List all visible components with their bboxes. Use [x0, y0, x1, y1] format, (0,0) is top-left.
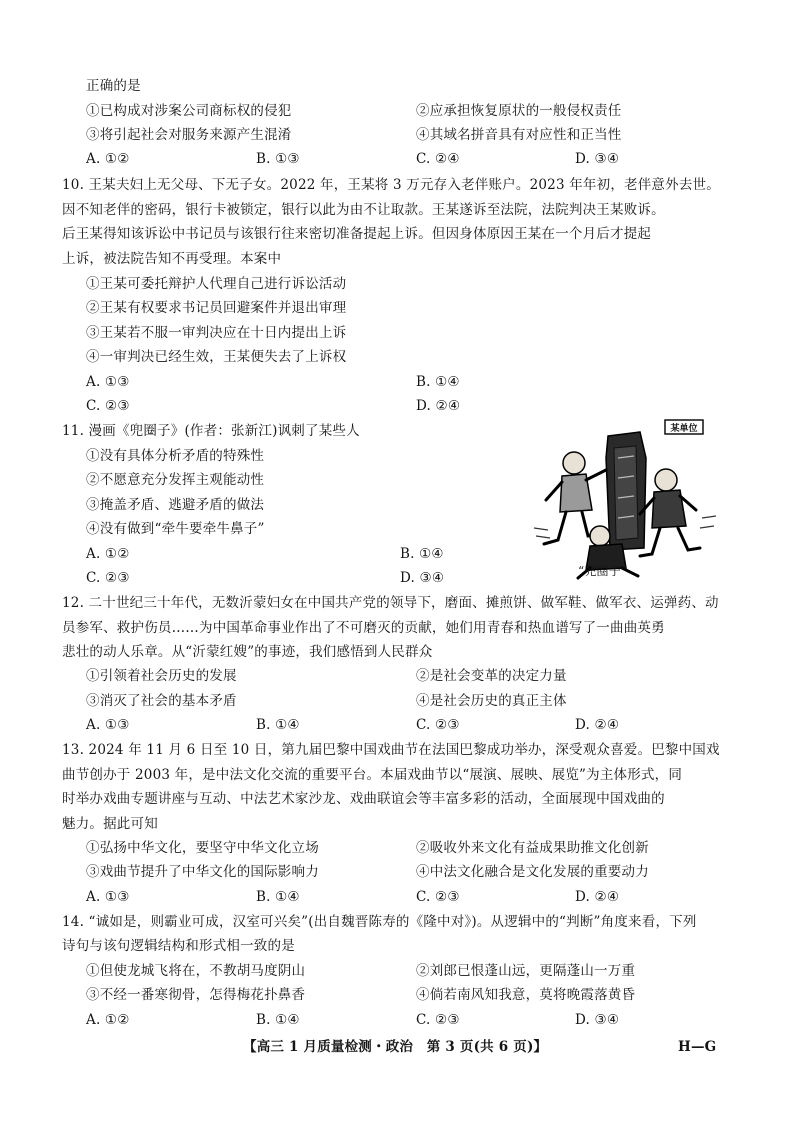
q13-choice-c: C. ②③	[416, 889, 460, 905]
q9-choice-d: D. ③④	[575, 151, 620, 167]
q11-choice-a: A. ①②	[86, 546, 130, 562]
q10-choice-c: C. ②③	[86, 398, 130, 414]
q12-option-4: ④是社会历史的真正主体	[416, 693, 567, 709]
q11-option-3: ③掩盖矛盾、逃避矛盾的做法	[86, 497, 265, 513]
q11-choice-b: B. ①④	[400, 546, 444, 562]
q13-option-3: ③戏曲节提升了中华文化的国际影响力	[86, 864, 319, 880]
q10-option-1: ①王某可委托辩护人代理自己进行诉讼活动	[86, 276, 347, 292]
q13-choice-a: A. ①③	[86, 889, 130, 905]
q12-stem-line-1: 12. 二十世纪三十年代，无数沂蒙妇女在中国共产党的领导下，磨面、摊煎饼、做军鞋、做军衣、运弹药、动	[62, 595, 719, 611]
q10-choice-a: A. ①③	[86, 374, 130, 390]
q14-option-1: ①但使龙城飞将在，不教胡马度阴山	[86, 963, 306, 979]
q10-choice-b: B. ①④	[416, 374, 460, 390]
comic-man-bottom-head	[590, 526, 610, 546]
q10-stem-line-3: 后王某得知该诉讼中书记员与该银行往来密切准备提起上诉。但因身体原因王某在一个月后才提起	[62, 226, 652, 242]
q14-stem-line-2: 诗句与该句逻辑结构和形式相一致的是	[62, 938, 295, 954]
q12-stem-line-3: 悲壮的动人乐章。从“沂蒙红嫂”的事迹，我们感悟到人民群众	[62, 644, 433, 660]
q10-stem-line-2: 因不知老伴的密码，银行卡被锁定，银行以此为由不让取款。王某遂诉至法院，法院判决王某败诉。	[62, 202, 665, 218]
q13-stem-line-4: 魅力。据此可知	[62, 816, 158, 832]
comic-man-left-head	[563, 452, 585, 474]
q12-choice-c: C. ②③	[416, 717, 460, 733]
q10-choice-d: D. ②④	[416, 398, 461, 414]
q10-stem-line-4: 上诉，被法院告知不再受理。本案中	[62, 251, 282, 267]
q14-option-4: ④倘若南风知我意，莫将晚霞落黄昏	[416, 987, 636, 1003]
q13-stem-line-3: 时举办戏曲专题讲座与互动、中法艺术家沙龙、戏曲联谊会等丰富多彩的活动，全面展现中国戏曲的	[62, 791, 665, 807]
q11-option-1: ①没有具体分析矛盾的特殊性	[86, 448, 265, 464]
q11-option-4: ④没有做到“牵牛要牵牛鼻子”	[86, 521, 265, 537]
comic-man-right-head	[655, 469, 677, 491]
q9-choice-c: C. ②④	[416, 151, 460, 167]
q11-choice-c: C. ②③	[86, 570, 130, 586]
q11-choice-d: D. ③④	[400, 570, 445, 586]
q12-option-1: ①引领着社会历史的发展	[86, 668, 237, 684]
q11-option-2: ②不愿意充分发挥主观能动性	[86, 472, 265, 488]
q9-choice-b: B. ①③	[256, 151, 300, 167]
q13-option-2: ②吸收外来文化有益成果助推文化创新	[416, 840, 649, 856]
q14-choice-b: B. ①④	[256, 1012, 300, 1028]
q10-option-2: ②王某有权要求书记员回避案件并退出审理	[86, 300, 347, 316]
comic-caption: “兜圈子”	[578, 564, 628, 578]
q13-choice-d: D. ②④	[575, 889, 620, 905]
q12-choice-a: A. ①③	[86, 717, 130, 733]
q13-stem-line-2: 曲节创办于 2003 年，是中法文化交流的重要平台。本届戏曲节以“展演、展映、展览”为主体形式，同	[62, 767, 683, 783]
q9-option-4: ④其域名拼音具有对应性和正当性	[416, 127, 622, 143]
comic-sign-text: 某单位	[670, 424, 698, 434]
q9-option-3: ③将引起社会对服务来源产生混淆	[86, 127, 292, 143]
q12-choice-b: B. ①④	[256, 717, 300, 733]
q13-choice-b: B. ①④	[256, 889, 300, 905]
q11-stem: 11. 漫画《兜圈子》(作者：张新江)讽刺了某些人	[62, 423, 360, 439]
q12-stem-line-2: 员参军、救护伤员……为中国革命事业作出了不可磨灭的贡献，她们用青春和热血谱写了一曲曲英勇	[62, 620, 665, 636]
q10-stem-line-1: 10. 王某夫妇上无父母、下无子女。2022 年，王某将 3 万元存入老伴账户。2023 年年初，老伴意外去世。	[62, 177, 720, 193]
q12-option-2: ②是社会变革的决定力量	[416, 668, 567, 684]
q14-choice-d: D. ③④	[575, 1012, 620, 1028]
q14-choice-c: C. ②③	[416, 1012, 460, 1028]
q9-stem-tail: 正确的是	[86, 78, 141, 94]
q14-stem-line-1: 14. “诚如是，则霸业可成，汉室可兴矣”(出自魏晋陈寿的《隆中对》)。从逻辑中的“判断”角度来看，下列	[62, 914, 697, 930]
q10-option-3: ③王某若不服一审判决应在十日内提出上诉	[86, 325, 347, 341]
page-footer: 【高三 1 月质量检测・政治 第 3 页(共 6 页)】	[243, 1039, 548, 1055]
q13-option-4: ④中法文化融合是文化发展的重要动力	[416, 864, 649, 880]
q10-option-4: ④一审判决已经生效，王某便失去了上诉权	[86, 349, 347, 365]
q9-option-1: ①已构成对涉案公司商标权的侵犯	[86, 103, 292, 119]
q14-option-2: ②刘郎已恨蓬山远，更隔蓬山一万重	[416, 963, 636, 979]
q12-choice-d: D. ②④	[575, 717, 620, 733]
q14-choice-a: A. ①②	[86, 1012, 130, 1028]
q12-option-3: ③消灭了社会的基本矛盾	[86, 693, 237, 709]
q9-choice-a: A. ①②	[86, 151, 130, 167]
paper-code: H—G	[678, 1039, 717, 1055]
q13-stem-line-1: 13. 2024 年 11 月 6 日至 10 日，第九届巴黎中国戏曲节在法国巴黎成功举办，深受观众喜爱。巴黎中国戏	[62, 742, 720, 758]
q9-option-2: ②应承担恢复原状的一般侵权责任	[416, 103, 622, 119]
q13-option-1: ①弘扬中华文化，要坚守中华文化立场	[86, 840, 319, 856]
q14-option-3: ③不经一番寒彻骨，怎得梅花扑鼻香	[86, 987, 306, 1003]
